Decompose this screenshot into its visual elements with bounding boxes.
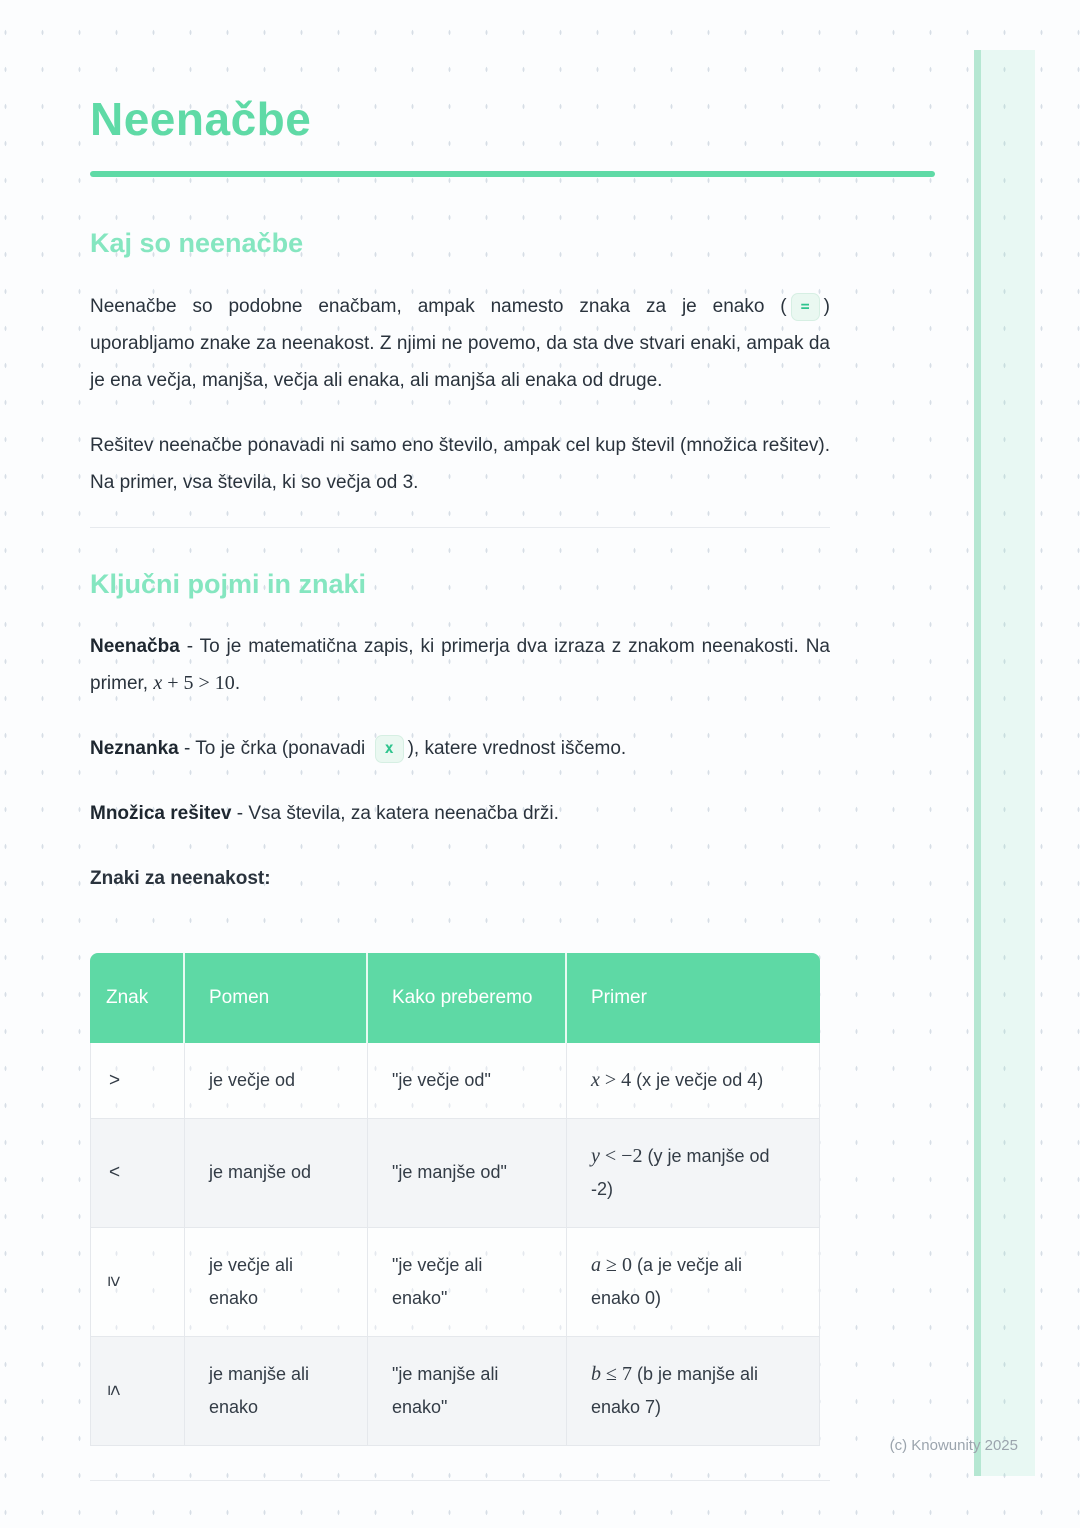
inequality-symbols-table — [90, 953, 820, 1446]
meaning-cell: je manjše ali enako — [185, 1337, 368, 1446]
column-header-primer: Primer — [567, 953, 820, 1043]
term-label-neznanka: Neznanka — [90, 737, 179, 759]
example-math — [591, 1363, 632, 1385]
page-accent-stripe-band — [981, 50, 1035, 1476]
example-math — [591, 1069, 631, 1091]
example-note: (b je manjše ali enako 7) — [591, 1363, 759, 1417]
math-expression: < −2 — [599, 1144, 643, 1167]
meaning-cell: je večje od — [185, 1043, 368, 1119]
title-underline-rule — [90, 171, 935, 177]
math-expression: + 5 > 10 — [162, 671, 235, 694]
intro-p1-after: ) uporabljamo znake za neenakost. Z njimi ne povemo, da sta dve stvari enaki, ampak da je ena večja, manjša, večja ali enaka, ali manjša ali enaka od druge. — [90, 295, 830, 391]
column-header-pomen: Pomen — [185, 953, 368, 1043]
term-label-mnozica-resitev: Množica rešitev — [90, 802, 232, 824]
table-header-row — [90, 953, 820, 1043]
math-expression: ≤ 7 — [601, 1362, 632, 1385]
term2-text-after: ), katere vrednost iščemo. — [407, 737, 627, 759]
page-accent-stripe-line — [974, 50, 981, 1476]
term-paragraph-mnozica-resitev — [90, 795, 830, 832]
symbol-cell — [90, 1119, 185, 1228]
example-note: (a je večje ali enako 0) — [591, 1254, 743, 1308]
term-paragraph-neznanka — [90, 730, 830, 767]
term1-text-after: . — [234, 672, 241, 694]
term2-text: - To je črka (ponavadi — [178, 737, 371, 759]
section-heading-kaj-so-neenacbe: Kaj so neenačbe — [90, 228, 304, 259]
example-cell — [567, 1119, 820, 1228]
example-note: (y je manjše od -2) — [591, 1145, 770, 1199]
column-header-kako-preberemo: Kako preberemo — [368, 953, 567, 1043]
copyright-footer: (c) Knowunity 2025 — [889, 1437, 1018, 1454]
reading-cell: "je večje ali enako" — [368, 1228, 567, 1337]
term1-text: - To je matematična zapis, ki primerja dva izraza z znakom neenakosti. Na primer, — [90, 635, 830, 694]
example-note: (x je večje od 4) — [631, 1069, 764, 1090]
x-code-badge: x — [375, 735, 404, 763]
symbol-cell — [90, 1337, 185, 1446]
less-than-symbol: < — [109, 1162, 121, 1184]
table-row-less — [90, 1119, 820, 1228]
meaning-cell: je večje ali enako — [185, 1228, 368, 1337]
section-divider — [90, 527, 830, 528]
section-heading-kljucni-pojmi: Ključni pojmi in znaki — [90, 568, 367, 599]
math-variable: x — [591, 1068, 600, 1091]
reading-cell: "je manjše ali enako" — [368, 1337, 567, 1446]
symbols-label: Znaki za neenakost: — [90, 867, 271, 889]
intro-paragraph-2: Rešitev neenačbe ponavadi ni samo eno število, ampak cel kup števil (množica rešitev). Na primer, vsa števila, ki so večja od 3. — [90, 434, 830, 493]
document-content — [90, 0, 830, 1481]
example-cell — [567, 1228, 820, 1337]
math-expression: > 4 — [599, 1068, 632, 1091]
math-variable: x — [153, 671, 163, 694]
column-header-znak: Znak — [90, 953, 185, 1043]
less-equal-symbol: ≤ — [103, 1385, 125, 1397]
table-row-greater — [90, 1043, 820, 1119]
example-math — [591, 1145, 642, 1167]
term-paragraph-neenacba — [90, 628, 830, 702]
reading-cell: "je večje od" — [368, 1043, 567, 1119]
equals-code-badge: = — [791, 293, 820, 321]
table-row-less-equal — [90, 1337, 820, 1446]
term3-text: - Vsa števila, za katera neenačba drži. — [231, 802, 559, 824]
math-variable: y — [591, 1144, 600, 1167]
term-label-neenacba: Neenačba — [90, 635, 180, 657]
intro-p1-before: Neenačbe so podobne enačbam, ampak namesto znaka za je enako ( — [90, 295, 787, 317]
math-variable: a — [591, 1253, 601, 1276]
symbol-cell — [90, 1228, 185, 1337]
reading-cell: "je manjše od" — [368, 1119, 567, 1228]
math-variable: b — [591, 1362, 601, 1385]
bottom-divider — [90, 1480, 830, 1481]
inline-math-x-plus-5 — [153, 672, 234, 694]
intro-paragraph-1 — [90, 288, 830, 399]
table-row-greater-equal — [90, 1228, 820, 1337]
math-expression: ≥ 0 — [601, 1253, 632, 1276]
example-cell — [567, 1337, 820, 1446]
example-math — [591, 1254, 632, 1276]
greater-equal-symbol: ≥ — [103, 1276, 125, 1288]
example-cell — [567, 1043, 820, 1119]
symbol-cell — [90, 1043, 185, 1119]
page-title: Neenačbe — [90, 93, 312, 145]
meaning-cell: je manjše od — [185, 1119, 368, 1228]
greater-than-symbol: > — [109, 1069, 121, 1091]
